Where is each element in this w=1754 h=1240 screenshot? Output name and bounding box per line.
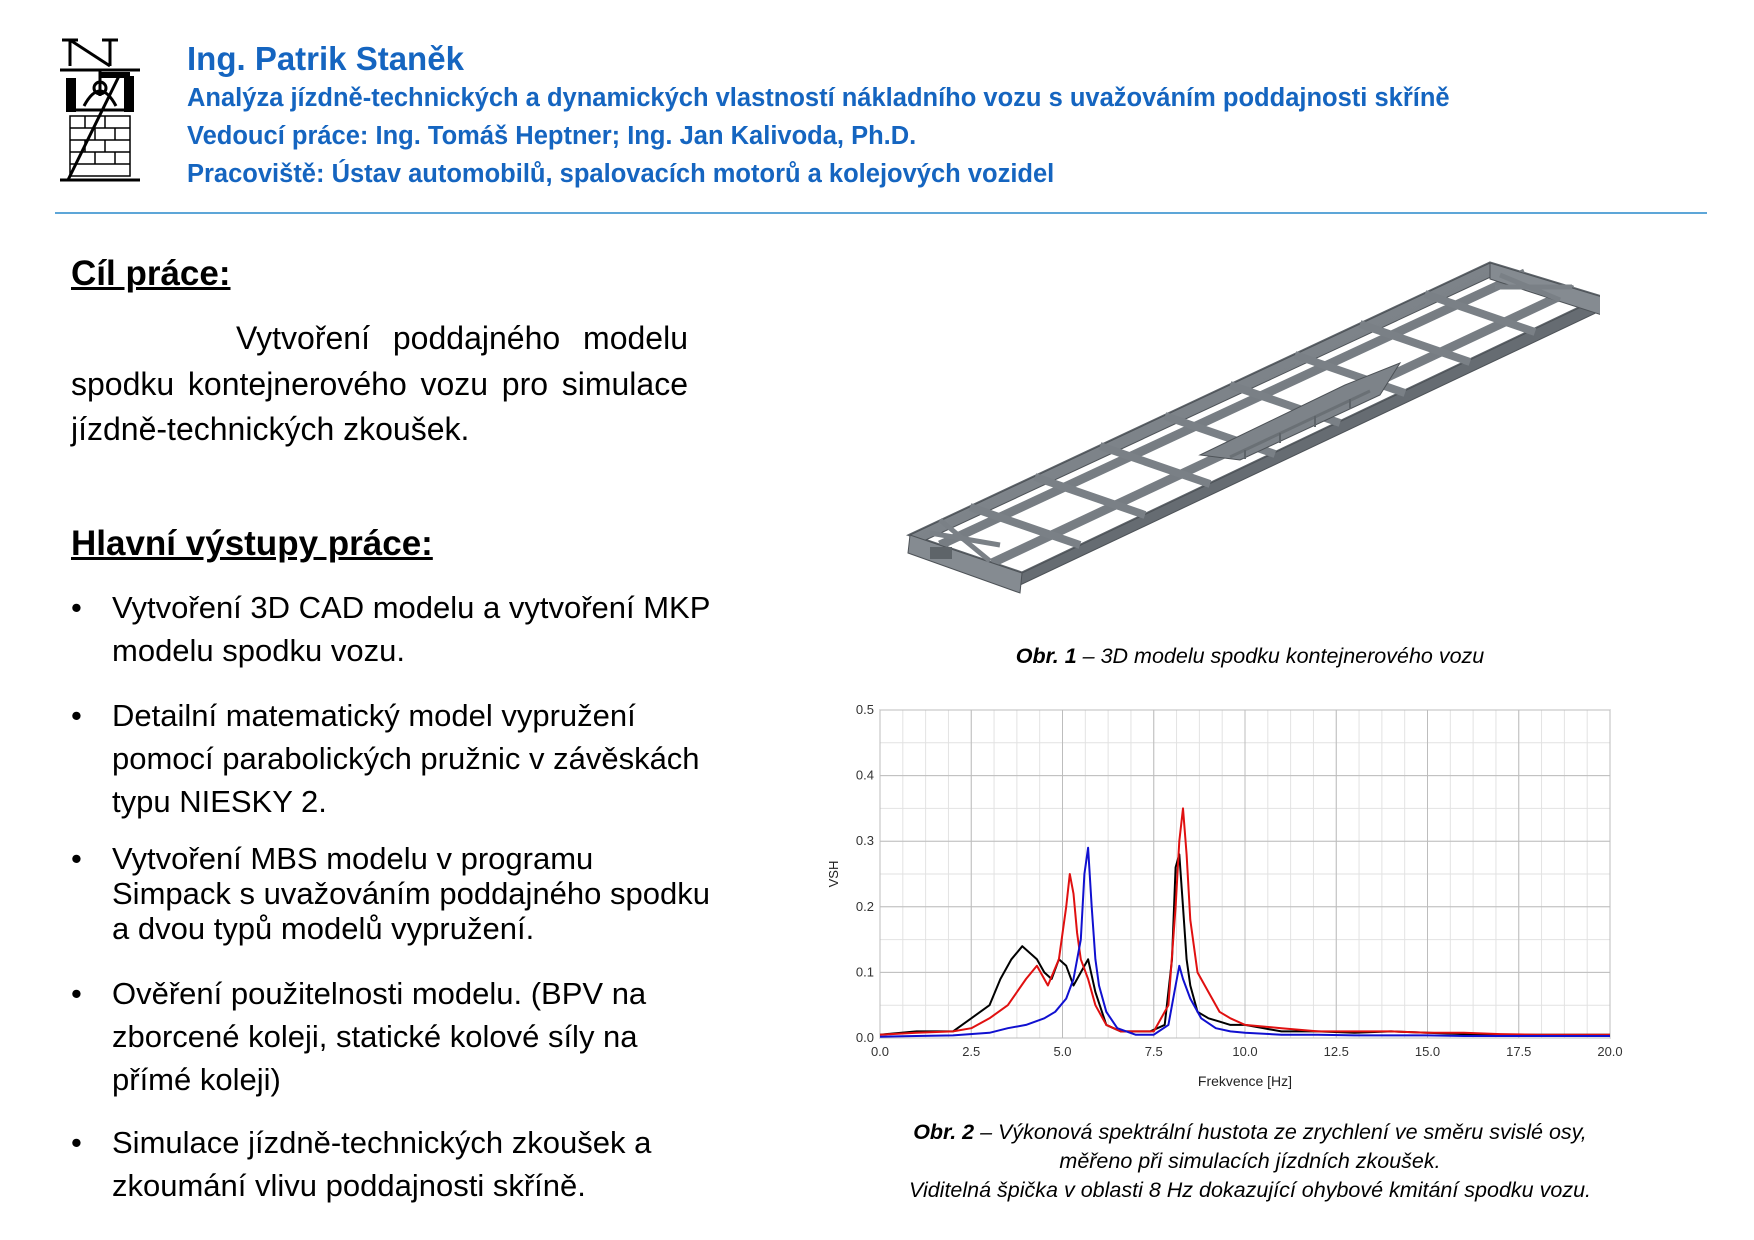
y-tick-label: 0.2 <box>855 898 874 914</box>
department-line: Pracoviště: Ústav automobilů, spalovacích motorů a kolejových vozidel <box>187 160 1055 188</box>
figure2-caption <box>820 1118 1680 1205</box>
x-tick-label: 2.5 <box>962 1044 981 1059</box>
logo-letters: NZ <box>132 184 134 185</box>
figure1-caption <box>860 644 1640 669</box>
y-tick-label: 0.4 <box>855 767 874 783</box>
figure2-caption-text-1: – Výkonová spektrální hustota ze zrychlení ve směru svislé osy, <box>974 1120 1587 1144</box>
y-tick-label: 0.3 <box>855 833 874 849</box>
output-item: • Ověření použitelnosti modelu. (BPV na zborcené koleji, statické kolové síly na přímé koleji) <box>71 972 711 1101</box>
x-tick-label: 15.0 <box>1414 1044 1441 1059</box>
x-tick-label: 20.0 <box>1597 1044 1623 1059</box>
wagon-underframe-render-icon <box>900 245 1600 620</box>
x-tick-label: 5.0 <box>1053 1044 1072 1059</box>
x-tick-label: 7.5 <box>1144 1044 1163 1059</box>
psd-chart <box>820 690 1640 1100</box>
x-tick-label: 0.0 <box>870 1044 890 1059</box>
aim-heading: Cíl práce: <box>71 254 231 293</box>
y-tick-label: 0.0 <box>855 1030 874 1045</box>
figure2-caption-line1 <box>820 1118 1680 1147</box>
aim-text: Vytvoření poddajného modelu spodku kontejnerového vozu pro simulace jízdně-technických zkoušek. <box>71 320 688 447</box>
y-tick-label: 0.1 <box>855 964 874 980</box>
figure1-label: Obr. 1 <box>1015 644 1077 668</box>
x-tick-labels <box>871 1044 1623 1059</box>
output-item: • Vytvoření 3D CAD modelu a vytvoření MKP modelu spodku vozu. <box>71 586 711 672</box>
figure1-caption-text: – 3D modelu spodku kontejnerového vozu <box>1076 644 1485 668</box>
outputs-heading: Hlavní výstupy práce: <box>71 524 433 563</box>
figure2-label: Obr. 2 <box>913 1120 975 1144</box>
supervisor-line: Vedoucí práce: Ing. Tomáš Heptner; Ing. Jan Kalivoda, Ph.D. <box>187 122 917 150</box>
x-tick-label: 10.0 <box>1232 1044 1258 1059</box>
y-tick-label: 0.5 <box>855 702 874 717</box>
x-axis-label: Frekvence [Hz] <box>1197 1073 1293 1089</box>
author-name: Ing. Patrik Staněk <box>187 40 464 77</box>
y-axis-label: VSH <box>826 860 841 888</box>
output-item: • Vytvoření MBS modelu v programu Simpack s uvažováním poddajného spodku a dvou typů modelů vypružení. <box>71 841 711 946</box>
x-tick-label: 12.5 <box>1323 1044 1349 1059</box>
y-tick-labels <box>856 702 874 1045</box>
thesis-title: Analýza jízdně-technických a dynamických vlastností nákladního vozu s uvažováním poddajnosti skříně <box>187 84 1450 112</box>
chart-grid <box>880 710 1610 1038</box>
header-divider <box>55 212 1707 214</box>
figure2-caption-line3: Viditelná špička v oblasti 8 Hz dokazující ohybové kmitání spodku vozu. <box>909 1178 1591 1202</box>
well-logo-icon <box>60 36 160 186</box>
output-item: • Detailní matematický model vypružení pomocí parabolických pružnic v závěskách typu NIESKY 2. <box>71 694 711 823</box>
output-item: • Simulace jízdně-technických zkoušek a zkoumání vlivu poddajnosti skříně. <box>71 1121 711 1207</box>
x-tick-label: 17.5 <box>1506 1044 1532 1059</box>
figure2-caption-line2: měřeno při simulacích jízdních zkoušek. <box>1059 1149 1441 1173</box>
outputs-list <box>71 586 711 1207</box>
